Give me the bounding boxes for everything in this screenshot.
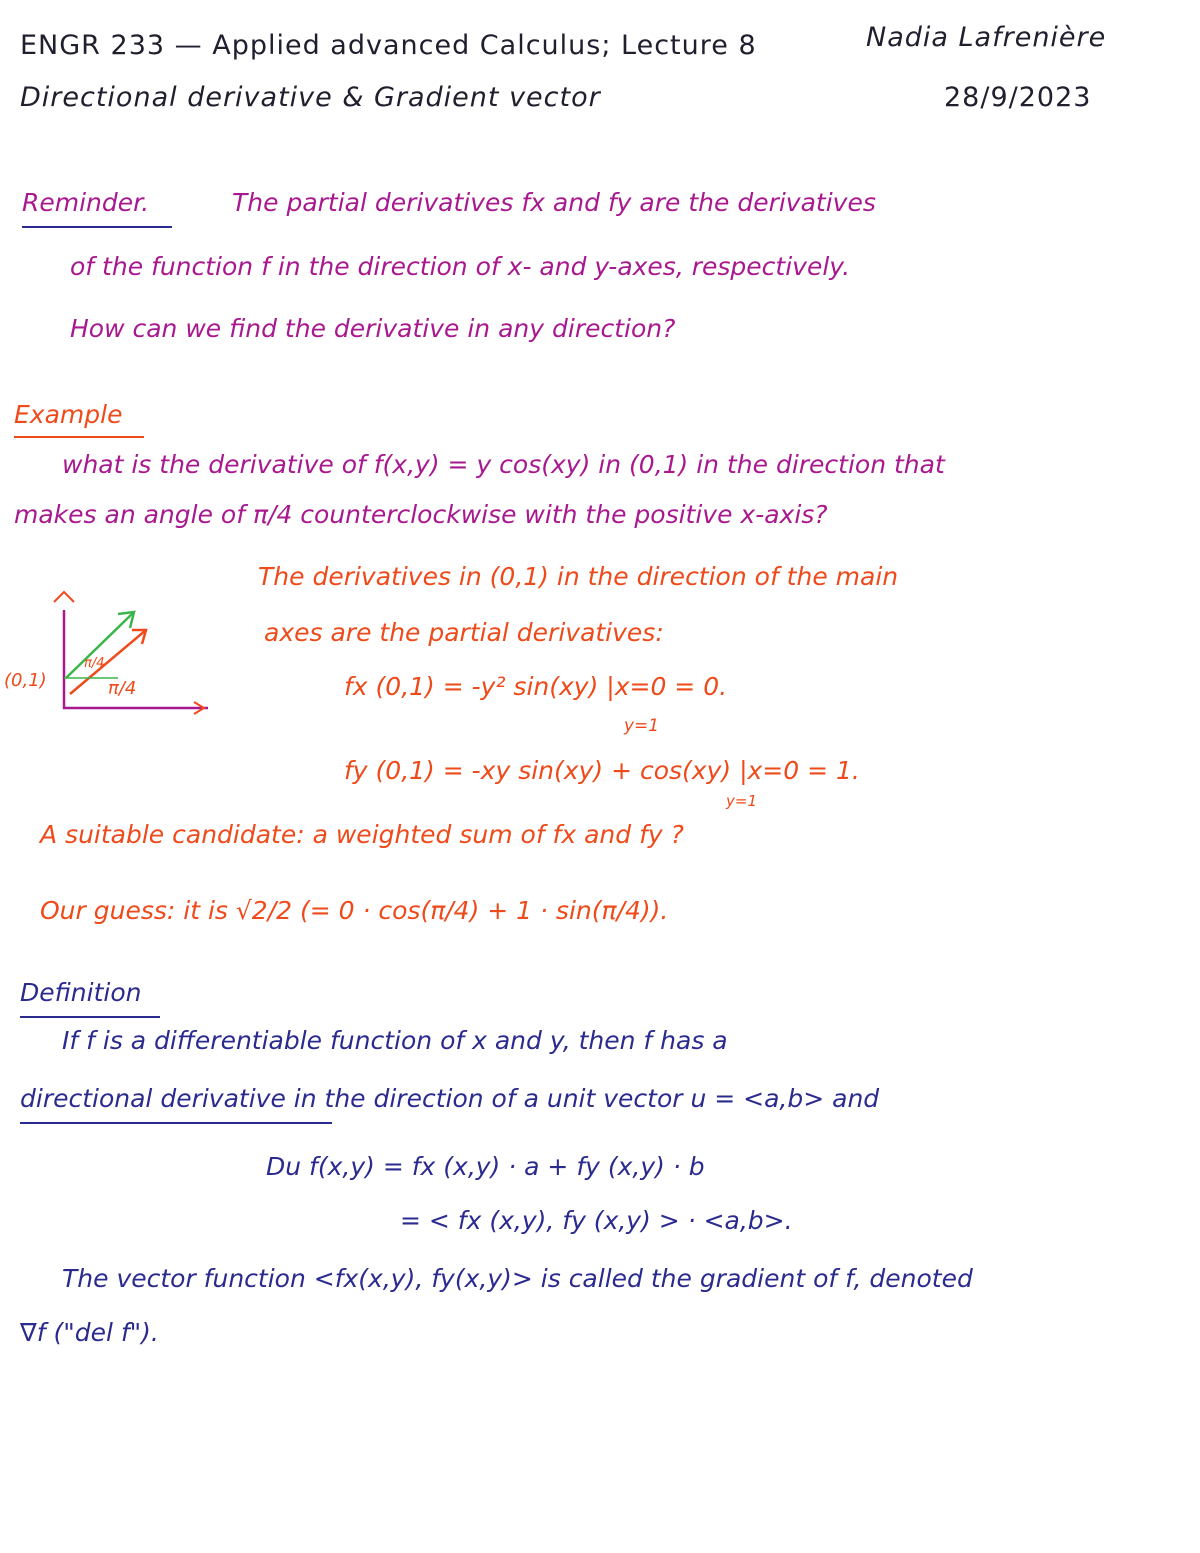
lecture-subtitle: Directional derivative & Gradient vector: [20, 82, 601, 113]
reminder-line2: of the function f in the direction of x- and y-axes, respectively.: [70, 252, 851, 281]
example-heading: Example: [14, 400, 123, 429]
definition-heading: Definition: [20, 978, 142, 1007]
directional-derivative-formula: Du f(x,y) = fx (x,y) · a + fy (x,y) · b: [266, 1152, 705, 1181]
direction-sketch: [0, 590, 200, 720]
reminder-line3: How can we find the derivative in any direction?: [70, 314, 676, 343]
gradient-line2: ∇f ("del f").: [20, 1318, 159, 1347]
directional-derivative-dot-form: = < fx (x,y), fy (x,y) > · <a,b>.: [400, 1206, 793, 1235]
fx-eval-y: y=1: [624, 716, 660, 736]
example-note1: The derivatives in (0,1) in the direction of the main: [258, 562, 899, 591]
sketch-angle-label-small: π/4: [84, 656, 105, 671]
lecture-date: 28/9/2023: [944, 82, 1092, 113]
our-guess: Our guess: it is √2/2 (= 0 · cos(π/4) + 1 · sin(π/4)).: [40, 896, 669, 925]
reminder-heading: Reminder.: [22, 188, 150, 217]
author-name: Nadia Lafrenière: [866, 22, 1107, 53]
definition-line1: If f is a differentiable function of x and y, then f has a: [62, 1026, 728, 1055]
suitable-candidate: A suitable candidate: a weighted sum of fx and fy ?: [40, 820, 684, 849]
reminder-line1: The partial derivatives fx and fy are the derivatives: [232, 188, 876, 217]
reminder-underline: [22, 226, 172, 228]
example-note2: axes are the partial derivatives:: [264, 618, 664, 647]
sketch-angle-label: π/4: [108, 678, 137, 699]
example-line1: what is the derivative of f(x,y) = y cos(xy) in (0,1) in the direction that: [62, 450, 945, 479]
sketch-point-label: (0,1): [4, 670, 47, 691]
gradient-line1: The vector function <fx(x,y), fy(x,y)> is called the gradient of f, denoted: [62, 1264, 973, 1293]
directional-derivative-underline: [20, 1122, 332, 1124]
fx-computation: fx (0,1) = -y² sin(xy) |x=0 = 0.: [344, 672, 728, 701]
definition-line2: directional derivative in the direction of a unit vector u = <a,b> and: [20, 1084, 880, 1113]
fy-computation: fy (0,1) = -xy sin(xy) + cos(xy) |x=0 = 1.: [344, 756, 860, 785]
definition-underline: [20, 1016, 160, 1018]
example-line2: makes an angle of π/4 counterclockwise with the positive x-axis?: [14, 500, 828, 529]
example-underline: [14, 436, 144, 438]
y-axis-arrowhead: [54, 592, 74, 602]
fy-eval-y: y=1: [726, 792, 757, 810]
lecture-title: ENGR 233 — Applied advanced Calculus; Lecture 8: [20, 30, 757, 61]
